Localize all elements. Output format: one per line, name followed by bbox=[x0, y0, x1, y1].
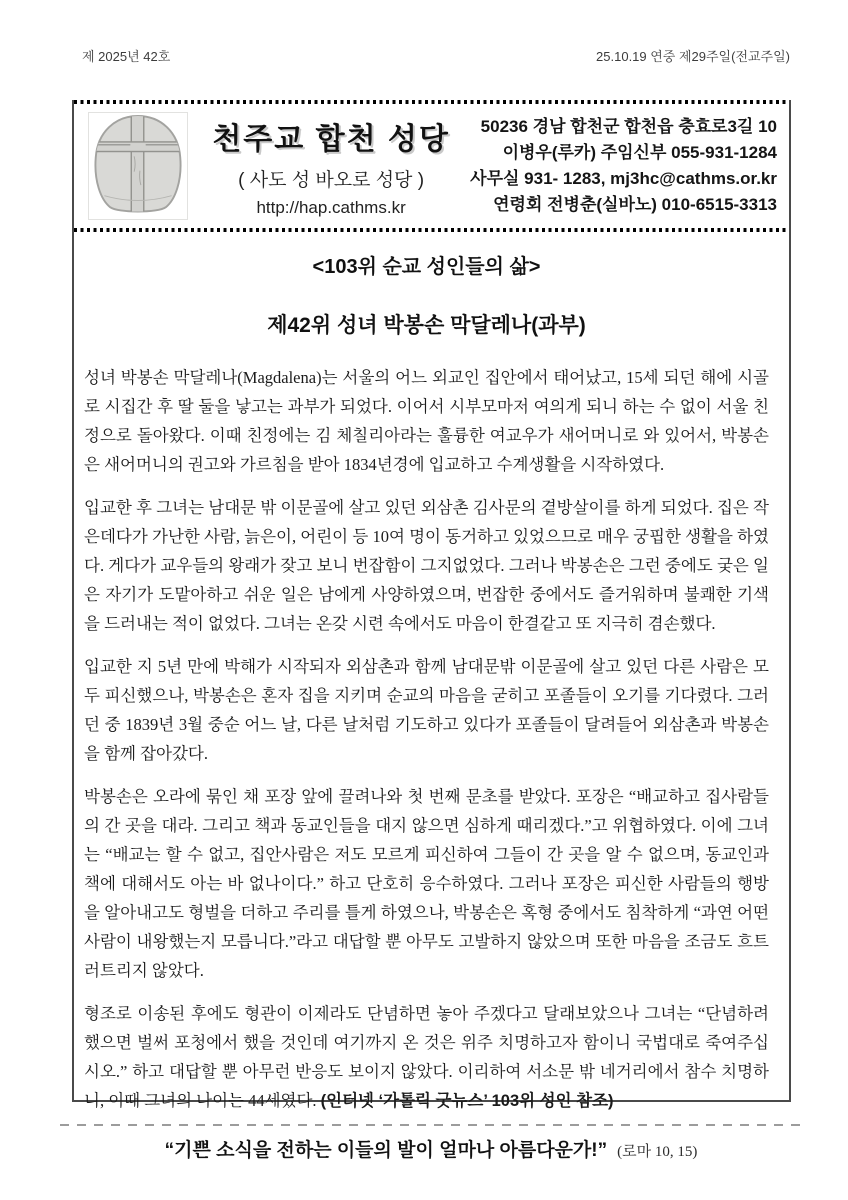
article-paragraph: 박봉손은 오라에 묶인 채 포장 앞에 끌려나와 첫 번째 문초를 받았다. 포장은 “배교하고 집사람들의 간 곳을 대라. 그리고 책과 동교인들을 대지 않으면 심하게 때리겠다.”고 위협하였다. 이에 그녀는 “배교는 할 수 없고, 집안사람은 저도 모르게 피신하여 그들이 간 곳을 알 수 없으며, 동교인과 책에 대해서도 아는 바 없나이다.” 하고 단호히 응수하였다. 그러나 포장은 피신한 사람들의 행방을 알아내고도 형벌을 더하고 주리를 틀게 하였으나, 박봉손은 혹형 중에서도 침착하게 “과연 어떤 사람이 내왕했는지 모릅니다.”라고 대답할 뿐 아무도 고발하지 않았으며 또한 마음을 조금도 흐트러트리지 않았다. bbox=[84, 787, 769, 980]
article-body bbox=[74, 232, 789, 1116]
issue-date: 25.10.19 연중 제29주일(전교주일) bbox=[596, 49, 790, 64]
church-logo bbox=[88, 112, 188, 220]
contact-pastor: 이병우(루카) 주임신부 055-931-1284 bbox=[502, 143, 777, 162]
contact-office: 사무실 931- 1283, mj3hc@cathms.or.kr bbox=[470, 169, 777, 188]
source-reference: (인터넷 ‘가톨릭 굿뉴스’ 103위 성인 참조) bbox=[320, 1092, 614, 1110]
scripture-quote: “기쁜 소식을 전하는 이들의 발이 얼마나 아름다운가!” bbox=[164, 1140, 608, 1161]
issue-number: 제 2025년 42호 bbox=[82, 49, 171, 64]
last-paragraph-text: 형조로 이송된 후에도 형관이 이제라도 단념하면 놓아 주겠다고 달래보았으나 그녀는 “단념하려 했으면 벌써 포청에서 했을 것인데 여기까지 온 것은 위주 치명하고자 함이니 국법대로 죽여주십시오.” 하고 대답할 뿐 아무런 반응도 보이지 않았다. 이리하여 서소문 밖 네거리에서 참수 치명하니, 이때 그녀의 나이는 44세였다. bbox=[84, 1004, 769, 1110]
dashed-separator bbox=[60, 1124, 802, 1126]
church-subtitle: ( 사도 성 바오로 성당 ) bbox=[238, 170, 425, 191]
footer-quote-row bbox=[60, 1135, 802, 1162]
masthead bbox=[74, 104, 789, 228]
footer bbox=[60, 1124, 802, 1162]
contact-association: 연령회 전병춘(실바노) 010-6515-3313 bbox=[493, 195, 777, 214]
article-paragraph: 입교한 지 5년 만에 박해가 시작되자 외삼촌과 함께 남대문밖 이문골에 살고 있던 다른 사람은 모두 피신했으나, 박봉손은 혼자 집을 지키며 순교의 마음을 굳히고 포졸들이 오기를 기다렸다. 그러던 중 1839년 3월 중순 어느 날, 다른 날처럼 기도하고 있다가 포졸들이 달려들어 외삼촌과 박봉손을 함께 잡아갔다. bbox=[84, 657, 769, 763]
article-paragraph: 입교한 후 그녀는 남대문 밖 이문골에 살고 있던 외삼촌 김사문의 곁방살이를 하게 되었다. 집은 작은데다가 가난한 사람, 늙은이, 어린이 등 10여 명이 동거하고 있었으므로 매우 궁핍한 생활을 하였다. 게다가 교우들의 왕래가 잦고 보니 번잡함이 그지없었다. 그러나 박봉손은 그런 중에도 궂은 일은 자기가 도맡아하고 쉬운 일은 남에게 사양하였으며, 번잡한 중에서도 즐거워하며 불쾌한 기색을 드러내는 적이 없었다. 그녀는 온갖 시련 속에서도 마음이 한결같고 또 지극히 겸손했다. bbox=[84, 498, 769, 633]
contact-address: 50236 경남 합천군 합천읍 충효로3길 10 bbox=[480, 117, 777, 136]
bulletin-box bbox=[72, 100, 791, 1110]
section-title: <103위 순교 성인들의 삶> bbox=[312, 256, 541, 278]
contact-info bbox=[470, 114, 777, 218]
scripture-citation: (로마 10, 15) bbox=[617, 1144, 698, 1160]
page-meta-row bbox=[82, 46, 790, 65]
church-website: http://hap.cathms.kr bbox=[256, 198, 406, 217]
article-paragraph-last bbox=[84, 999, 769, 1116]
church-name: 천주교 합천 성당 bbox=[212, 123, 450, 156]
article-title: 제42위 성녀 박봉손 막달레나(과부) bbox=[267, 314, 586, 337]
church-identity bbox=[188, 114, 470, 218]
article-paragraph: 성녀 박봉손 막달레나(Magdalena)는 서울의 어느 외교인 집안에서 태어났고, 15세 되던 해에 시골로 시집간 후 딸 둘을 낳고는 과부가 되었다. 이어서 시부모마저 여의게 되니 하는 수 없이 서울 친정으로 돌아왔다. 이때 친정에는 김 체칠리아라는 훌륭한 여교우가 새어머니로 와 있어서, 박봉손은 새어머니의 권고와 가르침을 받아 1834년경에 입교하고 수계생활을 시작하였다. bbox=[84, 368, 769, 474]
stone-cross-icon bbox=[90, 113, 186, 220]
